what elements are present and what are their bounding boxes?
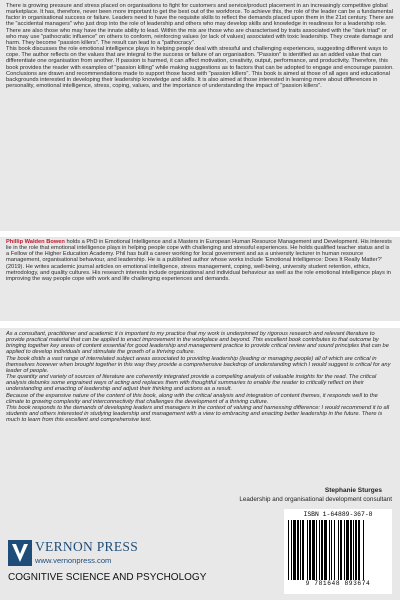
- ean-number: 9 781648 893674: [305, 580, 371, 587]
- endorsement-text: [6, 331, 394, 423]
- barcode-icon: [288, 520, 388, 580]
- endorsement-paragraph: Because of the expansive nature of the content of this book, along with the critical analysis and integration of content themes, it responds well to the climate to growing complexity and interconnectivity that challenges the development of a thriving culture.: [6, 392, 378, 405]
- author-bio-text: holds a PhD in Emotional Intelligence and a Masters in European Human Resource Management and Development. His interests lie in the role that emotional intelligence plays in helping people cope with challenging and stressful experiences. He holds qualified teacher status and is a Fellow of the Higher Education Academy. Phil has built a career working for local government and as a university lecturer in human resource management, organisational behaviour, and leadership. He is a published author whose works include 'Emotional Intelligence: Does It Really Matter?' (2019). He writes academic journal articles on emotional intelligence, stress management, coping, well-being, university student retention, ethics, metrodology, and quality cultures. His research interests include organizational and individual behaviour as well as the role emotional intelligence plays in improving the way people cope with work and life challenging experiences and demands.: [6, 239, 392, 282]
- publisher-website: www.vernonpress.com: [35, 556, 112, 565]
- endorser-name: Stephanie Sturges: [324, 487, 382, 494]
- author-name: Phillip Walden Bowen: [6, 239, 65, 245]
- endorsement-paragraph: The quantity and variety of sources of literature are coherently integrated provide a compelling analysis of valuable insights for the read. The critical analysis debunks some engrained ways of acting and replaces them with thoughtful summaries to enable the reader to critically reflect on their understanding and enacting of leadership and adjust their thinking and actions as a result.: [6, 374, 377, 393]
- isbn-label: ISBN 1-64889-367-8: [303, 511, 373, 518]
- isbn-barcode: [284, 509, 392, 594]
- vernon-press-logo-icon: [8, 540, 32, 566]
- endorsement-paragraph: This book responds to the demands of developing leaders and managers in the context of valuing and harnessing difference: I would recommend it to all students and others interested in studying leadership and management with a view to embracing and enacting better leadership in the future. There is much to learn from this excellent and comprehensive text.: [6, 404, 390, 424]
- endorsement-paragraph: As a consultant, practitioner and academic it is important to my practice that my work is underpinned by rigorous research and relevant literature to provide practical material that can be applied to enact improvement in the workplace and beyond. This excellent book contributes to that outcome by bringing together key areas of content essential for good leadership and management practice to provide critical review and sound principles that can be applied to develop individuals and stimulate the growth of a thriving culture.: [6, 331, 389, 356]
- endorser-role: Leadership and organisational development consultant: [239, 496, 392, 503]
- series-title: COGNITIVE SCIENCE AND PSYCHOLOGY: [8, 572, 207, 583]
- endorsement-paragraph: The book distils a vast range of interrelated subject areas associated to providing leadership (leading or managing people) all of which are critical in themselves however when brought together in this way they provide a comprehensive backdrop of understanding which I would suggest is critical for any leader of people.: [6, 355, 391, 374]
- author-bio: [6, 239, 394, 282]
- book-description: [6, 3, 394, 89]
- blurb-paragraph: There is growing pressure and stress placed on organisations to fight for customers and service/product placement in an increasingly competitive global marketplace. It has, therefore, never been more important to get the best out of the workforce. To achieve this, the role of the leader can be a fundamental factor in organisational success or failure. Leaders need to have the requisite skills to reflect the demands placed upon them in the 21st century. There are the "accidental managers" who just drop into the role of leadership and others who may develop skills and knowledge in readiness for a leadership role. There are also those who may have the innate ability to lead. Within the mix are those who are characterised by traits associated with the "dark triad" or who may use "pathocratic influence" on others to conform, reinforcing values (or lack of values) associated with toxic leadership. They create damage and harm. They become "passion killers". The result can lead to a "pathocracy".: [6, 3, 394, 46]
- blurb-paragraph: This book discusses the role emotional intelligence plays in helping people deal with stressful and challenging experiences, suggesting different ways to cope. The author reflects on the values that are integral to the success or failure of an organisation. "Passion" is identified as an added value that can differentiate one organisation from another. If passion is harmed, it can affect motivation, creativity, output, performance, and productivity. Therefore, this book provides the reader with examples of "passion killing" while making suggestions as to factors that can be adopted to engage and encourage passion. Conclusions are drawn and recommendations made to support those faced with "passion killers". This book is aimed at those of all ages and educational backgrounds interested in developing their leadership knowledge and skills. It is also aimed at those interested in learning more about differences in personality, emotional intelligence, stress, coping, values, and the importance of understanding the impact of "passion killers".: [6, 46, 394, 90]
- publisher-name: VERNON PRESS: [35, 539, 138, 554]
